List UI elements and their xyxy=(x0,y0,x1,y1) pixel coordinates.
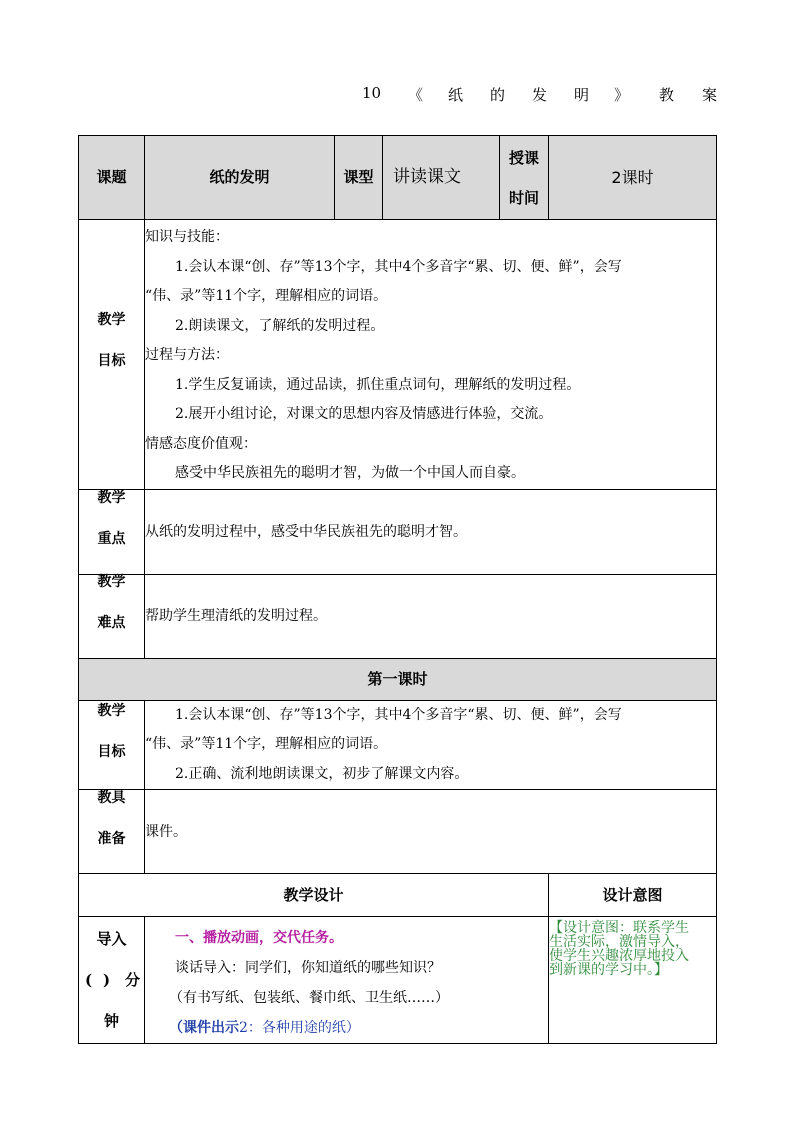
difficulty-row xyxy=(79,574,717,658)
minutes-unit: 分 xyxy=(124,970,140,989)
prep-row xyxy=(79,790,717,874)
goals-label xyxy=(79,220,145,490)
lesson1-title: 第一课时 xyxy=(79,658,717,700)
talk-line: 谈话导入：同学们，你知道纸的哪些知识？ xyxy=(175,960,441,976)
lesson1-title-row xyxy=(79,658,717,700)
type-label: 课型 xyxy=(335,136,383,220)
lesson1-goals-line: 1.会认本课“创、存”等13个字，其中4个多音字“累、切、便、鲜”，会写 xyxy=(175,706,622,723)
label-line: 教具 xyxy=(97,789,126,806)
label-line: 教学 xyxy=(97,312,126,329)
intent-line: 到新课的学习中。】 xyxy=(549,962,668,978)
courseware-prefix: （课件出示 xyxy=(169,1020,239,1036)
intent-content xyxy=(549,917,717,1044)
goals-line: 2.展开小组讨论，对课文的思想内容及情感进行体验，交流。 xyxy=(175,406,553,422)
goals-line: 情感态度价值观： xyxy=(145,435,257,452)
time-label-line: 授课 xyxy=(508,148,539,167)
intent-line: 使学生兴趣浓厚地投入 xyxy=(549,948,689,964)
label-line: 难点 xyxy=(97,615,126,631)
label-line: 目标 xyxy=(97,353,126,370)
key-label xyxy=(79,489,145,574)
type-value: 讲读课文 xyxy=(383,136,500,220)
goals-line: 知识与技能： xyxy=(145,229,229,245)
label-line: 准备 xyxy=(97,830,126,847)
goals-line: 2.朗读课文，了解纸的发明过程。 xyxy=(175,317,385,334)
title-char: 纸 xyxy=(448,86,464,104)
answer-line: （有书写纸、包装纸、餐巾纸、卫生纸……） xyxy=(169,990,449,1006)
title-char: 明 xyxy=(574,86,590,104)
design-header-row xyxy=(79,874,717,917)
time-label-line: 时间 xyxy=(508,188,539,207)
intent-line: 生活实际，激情导入， xyxy=(549,934,689,950)
key-content: 从纸的发明过程中，感受中华民族祖先的聪明才智。 xyxy=(145,489,717,574)
goals-line: 感受中华民族祖先的聪明才智，为做一个中国人而自豪。 xyxy=(175,465,525,481)
lesson1-goals-line: “伟、录”等11个字，理解相应的词语。 xyxy=(145,736,388,752)
courseware-rest: 2：各种用途的纸） xyxy=(239,1020,360,1036)
time-value: 2课时 xyxy=(549,136,717,220)
title-char: 案 xyxy=(702,86,718,104)
title-number: 10 xyxy=(362,84,382,102)
intent-line: 【设计意图：联系学生 xyxy=(549,920,689,936)
prep-label xyxy=(79,790,145,874)
design-header-right: 设计意图 xyxy=(549,874,717,917)
lesson-plan-table xyxy=(78,135,717,1044)
intro-row xyxy=(79,917,717,1044)
intro-label xyxy=(79,917,145,1044)
label-line: 教学 xyxy=(97,489,126,506)
intro-content xyxy=(145,917,549,1044)
title-open-bracket: 《 xyxy=(408,86,424,104)
title-char: 发 xyxy=(532,86,548,104)
label-line: 教学 xyxy=(97,574,126,590)
lesson1-goals-row xyxy=(79,700,717,790)
paren-open: ( xyxy=(85,970,93,989)
topic-label: 课题 xyxy=(79,136,145,220)
title-char: 教 xyxy=(659,86,675,104)
topic-value: 纸的发明 xyxy=(145,136,335,220)
design-header-left: 教学设计 xyxy=(79,874,549,917)
title-char: 的 xyxy=(490,86,506,104)
paren-close: ) xyxy=(103,970,111,989)
goals-line: 1.学生反复诵读，通过品读，抓住重点词句，理解纸的发明过程。 xyxy=(175,376,581,393)
label-line: 导入 xyxy=(96,929,127,948)
goals-line: “伟、录”等11个字，理解相应的词语。 xyxy=(145,288,388,304)
label-line: 教学 xyxy=(97,702,126,719)
difficulty-content: 帮助学生理清纸的发明过程。 xyxy=(145,574,717,658)
label-line: 钟 xyxy=(103,1011,119,1030)
title-close-bracket: 》 xyxy=(614,86,630,104)
label-line: 目标 xyxy=(97,743,126,760)
key-row xyxy=(79,489,717,574)
lesson1-goals-content xyxy=(145,700,717,790)
document-title xyxy=(362,84,722,106)
intro-minutes xyxy=(79,960,144,1001)
goals-line: 1.会认本课“创、存”等13个字，其中4个多音字“累、切、便、鲜”，会写 xyxy=(175,258,622,275)
courseware-line xyxy=(145,1013,548,1043)
lesson1-goals-line: 2.正确、流利地朗读课文，初步了解课文内容。 xyxy=(175,765,469,782)
prep-content: 课件。 xyxy=(145,790,717,874)
goals-row xyxy=(79,220,717,490)
lesson1-goals-label xyxy=(79,700,145,790)
topic-row xyxy=(79,136,717,220)
difficulty-label xyxy=(79,574,145,658)
goals-content xyxy=(145,220,717,490)
goals-line: 过程与方法： xyxy=(145,347,229,363)
label-line: 重点 xyxy=(97,530,126,547)
step-title: 一、播放动画，交代任务。 xyxy=(175,930,343,946)
time-label xyxy=(500,136,549,220)
